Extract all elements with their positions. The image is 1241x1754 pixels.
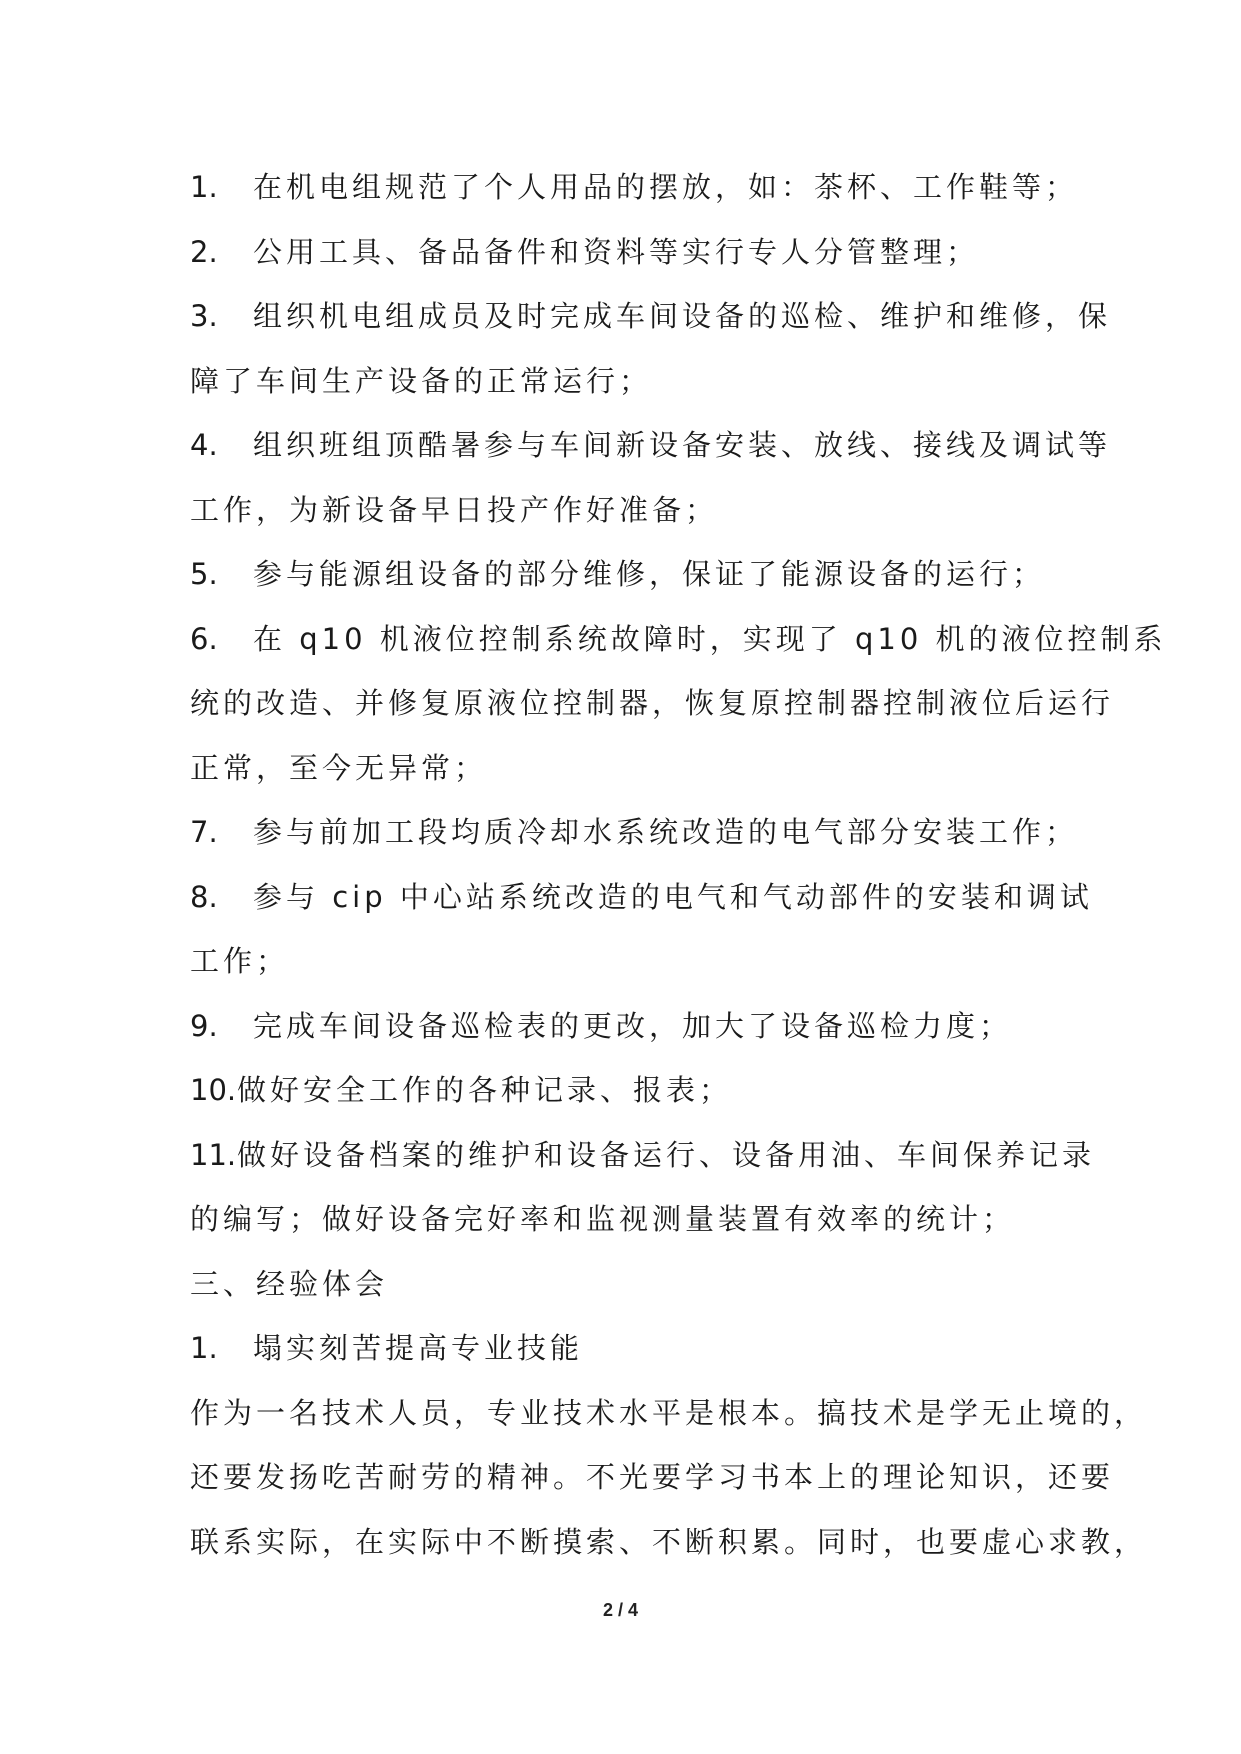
paragraph-line [190,542,1060,607]
line-text: 工作； [190,944,290,978]
paragraph-line [190,1316,1060,1381]
line-text: 参与能源组设备的部分维修，保证了能源设备的运行； [253,557,1046,591]
list-number: 9. [190,1008,218,1043]
list-number: 1. [190,1331,218,1365]
paragraph-line [190,284,1112,349]
paragraph-line [190,994,1060,1059]
list-number: 3. [190,299,218,333]
line-text: 作为一名技术人员，专业技术水平是根本。搞技术是学无止境的， [190,1395,1148,1430]
list-number: 5. [190,557,218,591]
document-body [190,155,1167,1574]
line-text: 联系实际，在实际中不断摸索、不断积累。同时，也要虚心求教， [190,1524,1148,1559]
paragraph-line [190,736,1060,801]
paragraph-line [190,1123,1096,1188]
paragraph-line [190,929,1060,994]
list-number: 8. [190,879,218,914]
paragraph-line [190,1381,1148,1446]
paragraph-line [190,155,1079,220]
paragraph-line [190,1058,1060,1123]
paragraph-line [190,413,1112,478]
list-number: 7. [190,815,218,849]
section-heading [190,1252,1060,1317]
line-text: 在 q10 机液位控制系统故障时，实现了 q10 机的液位控制系 [253,621,1167,656]
paragraph-line [190,349,1060,414]
paragraph-line [190,671,1115,736]
line-text: 正常，至今无异常； [190,750,488,785]
line-text: 的编写；做好设备完好率和监视测量装置有效率的统计； [190,1202,1016,1236]
paragraph-line [190,607,1167,672]
paragraph-line [190,1510,1148,1575]
list-number: 2. [190,234,218,269]
line-text: 统的改造、并修复原液位控制器，恢复原控制器控制液位后运行 [190,686,1115,720]
line-text: 做好安全工作的各种记录、报表； [237,1073,733,1107]
list-number: 11. [190,1137,237,1172]
page-number: 2 / 4 [602,1600,639,1620]
list-number: 4. [190,428,218,462]
line-text: 障了车间生产设备的正常运行； [190,363,653,398]
list-number: 10. [190,1073,237,1107]
paragraph-line [190,478,1060,543]
line-text: 做好设备档案的维护和设备运行、设备用油、车间保养记录 [237,1137,1096,1172]
line-text: 工作，为新设备早日投产作好准备； [190,492,719,527]
line-text: 完成车间设备巡检表的更改，加大了设备巡检力度； [253,1008,1013,1043]
list-number: 1. [190,170,218,204]
line-text: 参与前加工段均质冷却水系统改造的电气部分安装工作； [253,815,1079,849]
line-text: 在机电组规范了个人用品的摆放，如：茶杯、工作鞋等； [253,170,1079,204]
paragraph-line [190,220,1060,285]
paragraph-line [190,1445,1115,1510]
line-text: 组织机电组成员及时完成车间设备的巡检、维护和维修，保 [253,299,1112,333]
line-text: 参与 cip 中心站系统改造的电气和气动部件的安装和调试 [253,879,1093,914]
paragraph-line [190,800,1079,865]
list-number: 6. [190,621,218,656]
line-text: 组织班组顶酷暑参与车间新设备安装、放线、接线及调试等 [253,428,1112,462]
line-text: 塌实刻苦提高专业技能 [253,1331,584,1365]
paragraph-line [190,1187,1060,1252]
line-text: 公用工具、备品备件和资料等实行专人分管整理； [253,234,980,269]
line-text: 还要发扬吃苦耐劳的精神。不光要学习书本上的理论知识，还要 [190,1460,1115,1494]
paragraph-line [190,865,1093,930]
heading-text: 三、经验体会 [190,1266,389,1301]
